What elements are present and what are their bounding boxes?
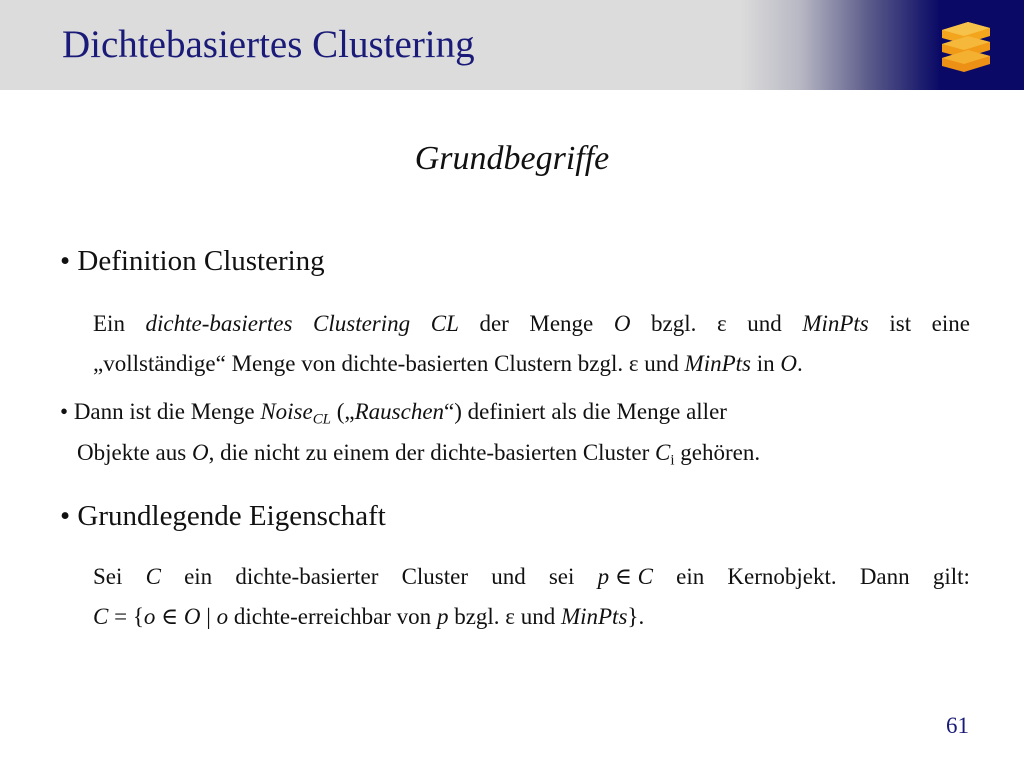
heading-text: Definition Clustering xyxy=(77,245,325,277)
page-number: 61 xyxy=(946,713,969,738)
header-bar xyxy=(0,0,1024,90)
definition-line-1: Ein dichte-basiertes Clustering CL der Menge O bzgl. ε und MinPts ist eine xyxy=(93,311,970,336)
property-line-2: C = {o ∈ O | o dichte-erreichbar von p bzgl. ε und MinPts}. xyxy=(93,604,645,629)
bullet-heading-definition xyxy=(60,245,325,278)
definition-line-2: „vollständige“ Menge von dichte-basierten Clustern bzgl. ε und MinPts in O. xyxy=(93,351,803,376)
database-stack-icon xyxy=(936,18,994,76)
bullet-heading-property xyxy=(60,500,386,533)
bullet-dot: • xyxy=(60,245,71,277)
bullet-dot: • xyxy=(60,500,71,532)
slide-title: Dichtebasiertes Clustering xyxy=(62,23,475,66)
property-line-1: Sei C ein dichte-basierter Cluster und sei p ∈ C ein Kernobjekt. Dann gilt: xyxy=(93,564,970,589)
heading-text: Grundlegende Eigenschaft xyxy=(77,500,386,532)
noise-line-2: Objekte aus O, die nicht zu einem der dichte-basierten Cluster $C_i$ gehören. xyxy=(77,440,761,469)
slide-subtitle: Grundbegriffe xyxy=(414,140,610,177)
noise-line-1: • Dann ist die Menge Noise$_{CL}$ („Rauschen“) definiert als die Menge aller xyxy=(60,399,727,428)
